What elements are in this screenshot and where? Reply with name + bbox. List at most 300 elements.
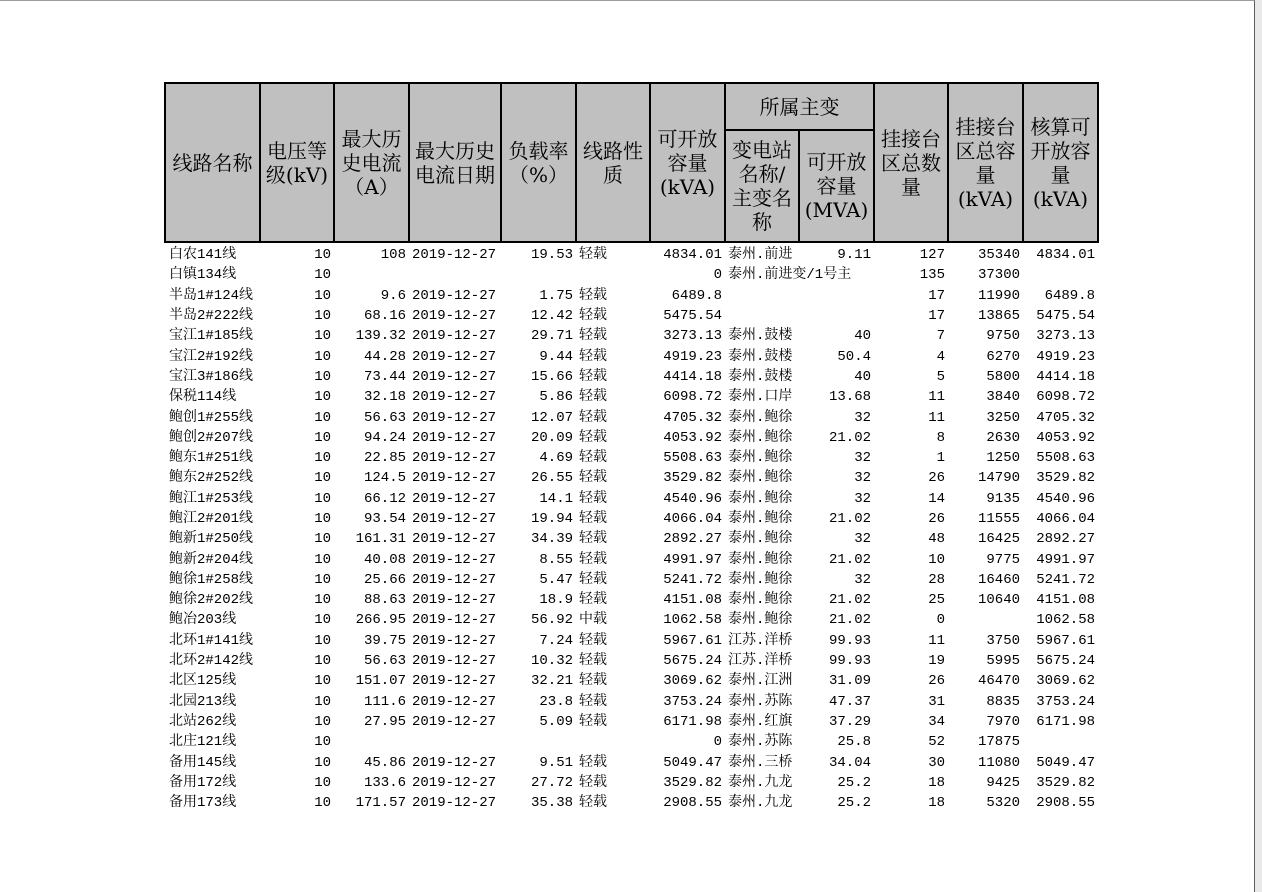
table-row [165,752,1098,772]
header-line-type: 线路性 质 [576,83,650,242]
cell-max-current: 25.66 [363,571,406,588]
cell-max-current: 111.6 [363,693,406,710]
cell-open-capacity-kva: 2892.27 [663,531,722,548]
cell-max-current-date: 2019-12-27 [412,653,497,670]
cell-station-area-count: 1 [936,450,945,467]
cell-checked-open-capacity-kva: 2908.55 [1036,795,1095,812]
cell-station-area-capacity-kva: 13865 [977,308,1020,325]
cell-station-area-count: 19 [928,653,945,670]
cell-open-capacity-kva: 5508.63 [663,450,722,467]
cell-substation-transformer [725,306,799,326]
cell-max-current-date: 2019-12-27 [412,632,497,649]
cell-station-area-capacity-kva: 8835 [986,693,1020,710]
cell-line-type: 轻载 [579,754,607,771]
header-checked-open-capacity: 核算可 开放容 量 (kVA) [1023,83,1098,242]
cell-open-capacity-kva: 2908.55 [663,795,722,812]
cell-load-rate: 26.55 [530,470,573,487]
table-row [165,793,1098,813]
cell-line-name: 宝江1#185线 [169,328,254,345]
cell-station-area-capacity-kva: 5800 [986,368,1020,385]
cell-checked-open-capacity-kva: 3529.82 [1036,470,1095,487]
cell-max-current-date: 2019-12-27 [412,612,497,629]
cell-voltage-level: 10 [314,368,331,385]
cell-load-rate: 35.38 [530,795,573,812]
cell-line-type: 轻载 [579,673,607,690]
cell-voltage-level: 10 [314,450,331,467]
cell-line-name: 备用173线 [169,795,237,812]
cell-max-current-date: 2019-12-27 [412,247,497,264]
cell-transformer-open-capacity-mva: 25.2 [837,774,871,791]
cell-voltage-level: 10 [314,308,331,325]
cell-load-rate: 29.71 [530,328,573,345]
cell-voltage-level: 10 [314,795,331,812]
cell-station-area-capacity-kva: 11080 [977,754,1020,771]
cell-max-current-date: 2019-12-27 [412,450,497,467]
cell-line-type: 轻载 [579,348,607,365]
cell-load-rate: 34.39 [530,531,573,548]
cell-max-current-date: 2019-12-27 [412,368,497,385]
cell-station-area-capacity-kva: 11555 [977,511,1020,527]
cell-checked-open-capacity-kva: 4705.32 [1036,409,1095,426]
cell-station-area-capacity-kva: 7970 [986,713,1020,730]
cell-voltage-level: 10 [314,713,331,730]
cell-station-area-count: 26 [928,470,945,487]
cell-open-capacity-kva: 5475.54 [663,308,722,325]
cell-transformer-open-capacity-mva: 32 [854,490,871,507]
cell-max-current-date: 2019-12-27 [412,592,497,609]
cell-voltage-level: 10 [314,693,331,710]
cell-checked-open-capacity-kva: 5049.47 [1036,754,1095,771]
cell-load-rate: 10.32 [530,653,573,670]
cell-transformer-open-capacity-mva: 31.09 [828,673,871,690]
cell-max-current-date: 2019-12-27 [412,673,497,690]
cell-voltage-level: 10 [314,571,331,588]
cell-substation-transformer [725,286,799,306]
cell-line-type: 轻载 [579,308,607,325]
cell-max-current: 266.95 [355,612,406,629]
cell-open-capacity-kva: 6489.8 [671,287,722,304]
cell-voltage-level: 10 [314,348,331,365]
cell-line-type: 轻载 [579,693,607,710]
cell-max-current: 45.86 [363,754,406,771]
cell-max-current: 39.75 [363,632,406,649]
table-row [165,712,1098,732]
cell-substation-transformer: 泰州.鼓楼 [728,328,793,345]
cell-open-capacity-kva: 4053.92 [663,429,722,446]
cell-station-area-capacity-kva: 11990 [977,287,1020,304]
cell-max-current: 66.12 [363,490,406,507]
cell-station-area-capacity-kva: 5995 [986,653,1020,670]
cell-max-current-date: 2019-12-27 [412,774,497,791]
cell-line-type: 轻载 [579,571,607,588]
cell-station-area-count: 26 [928,673,945,690]
cell-open-capacity-kva: 4540.96 [663,490,722,507]
cell-station-area-count: 28 [928,571,945,588]
cell-max-current-date [409,265,501,285]
cell-line-name: 北区125线 [169,673,237,690]
cell-max-current-date: 2019-12-27 [412,571,497,588]
cell-line-name: 鲍东1#251线 [169,450,254,467]
cell-substation-transformer: 泰州.江洲 [728,673,793,690]
header-max-current: 最大历 史电流 （A） [334,83,409,242]
cell-max-current-date: 2019-12-27 [412,511,497,527]
cell-open-capacity-kva: 3529.82 [663,774,722,791]
cell-open-capacity-kva: 4705.32 [663,409,722,426]
table-row [165,286,1098,306]
cell-line-type: 轻载 [579,409,607,426]
header-open-capacity-kva: 可开放 容量 (kVA) [650,83,725,242]
cell-line-name: 鲍创1#255线 [169,409,254,426]
cell-station-area-capacity-kva: 3840 [986,389,1020,406]
cell-checked-open-capacity-kva: 4991.97 [1036,551,1095,568]
cell-substation-transformer: 泰州.苏陈 [728,693,793,710]
cell-load-rate: 12.42 [530,308,573,325]
cell-transformer-open-capacity-mva: 21.02 [828,551,871,568]
header-load-rate: 负载率 （%） [501,83,576,242]
cell-checked-open-capacity-kva: 1062.58 [1036,612,1095,629]
header-station-area-capacity: 挂接台 区总容 量 (kVA) [948,83,1023,242]
cell-line-type [576,732,650,752]
cell-line-type: 轻载 [579,551,607,568]
cell-substation-transformer: 泰州.鲍徐 [728,551,793,568]
cell-max-current-date: 2019-12-27 [412,348,497,365]
cell-transformer-open-capacity-mva: 25.8 [837,734,871,751]
cell-open-capacity-kva: 4151.08 [663,592,722,609]
cell-station-area-count: 30 [928,754,945,771]
cell-line-type: 轻载 [579,511,607,527]
cell-voltage-level: 10 [314,247,331,264]
cell-line-name: 鲍新1#250线 [169,531,254,548]
cell-max-current: 94.24 [363,429,406,446]
cell-checked-open-capacity-kva: 5475.54 [1036,308,1095,325]
cell-load-rate: 19.94 [530,511,573,527]
cell-station-area-capacity-kva: 14790 [977,470,1020,487]
cell-line-name: 鲍新2#204线 [169,551,254,568]
cell-voltage-level: 10 [314,511,331,527]
cell-max-current: 171.57 [355,795,406,812]
table-row [165,306,1098,326]
cell-station-area-count: 31 [928,693,945,710]
cell-transformer-open-capacity-mva: 32 [854,571,871,588]
cell-line-name: 备用172线 [169,774,237,791]
cell-station-area-count: 11 [928,389,945,406]
cell-max-current: 22.85 [363,450,406,467]
cell-substation-transformer: 泰州.鲍徐 [728,490,793,507]
cell-max-current: 151.07 [355,673,406,690]
cell-line-name: 鲍创2#207线 [169,429,254,446]
cell-line-type: 轻载 [579,592,607,609]
cell-line-name: 北园213线 [169,693,237,710]
cell-station-area-count: 8 [936,429,945,446]
cell-open-capacity-kva: 1062.58 [663,612,722,629]
cell-line-name: 北环1#141线 [169,632,254,649]
cell-substation-transformer: 泰州.口岸 [728,389,793,406]
cell-substation-transformer: 泰州.三桥 [728,754,793,771]
cell-checked-open-capacity-kva: 4053.92 [1036,429,1095,446]
cell-station-area-count: 4 [936,348,945,365]
cell-max-current: 88.63 [363,592,406,609]
table-row [165,428,1098,448]
cell-max-current-date: 2019-12-27 [412,328,497,345]
table-row [165,549,1098,569]
cell-checked-open-capacity-kva: 3273.13 [1036,328,1095,345]
cell-line-type: 中载 [579,612,607,629]
header-substation-transformer: 变电站 名称/ 主变名 称 [725,130,799,242]
cell-checked-open-capacity-kva: 6171.98 [1036,713,1095,730]
cell-station-area-count: 25 [928,592,945,609]
cell-max-current: 124.5 [363,470,406,487]
cell-load-rate: 14.1 [539,490,573,507]
table-row [165,732,1098,752]
table-row [165,367,1098,387]
cell-max-current: 73.44 [363,368,406,385]
cell-open-capacity-kva: 3529.82 [663,470,722,487]
table-row [165,346,1098,366]
header-row-top [165,83,1098,130]
cell-checked-open-capacity-kva: 2892.27 [1036,531,1095,548]
cell-open-capacity-kva: 5675.24 [663,653,722,670]
cell-max-current-date: 2019-12-27 [412,470,497,487]
cell-max-current: 27.95 [363,713,406,730]
cell-line-type: 轻载 [579,247,607,264]
cell-station-area-capacity-kva: 35340 [977,247,1020,264]
cell-load-rate: 1.75 [539,287,573,304]
cell-max-current-date: 2019-12-27 [412,531,497,548]
cell-station-area-count: 17 [928,287,945,304]
cell-voltage-level: 10 [314,267,331,284]
cell-station-area-capacity-kva: 16425 [977,531,1020,548]
cell-transformer-open-capacity-mva: 25.2 [837,795,871,812]
cell-load-rate: 18.9 [539,592,573,609]
cell-line-name: 鲍徐1#258线 [169,571,254,588]
cell-checked-open-capacity-kva: 4834.01 [1036,247,1095,264]
table-row [165,692,1098,712]
cell-substation-transformer: 江苏.洋桥 [728,653,793,670]
cell-line-name: 保税114线 [169,389,237,406]
cell-max-current-date: 2019-12-27 [412,795,497,812]
cell-max-current: 133.6 [363,774,406,791]
cell-transformer-open-capacity-mva: 34.04 [828,754,871,771]
cell-voltage-level: 10 [314,470,331,487]
cell-max-current-date: 2019-12-27 [412,287,497,304]
cell-max-current-date: 2019-12-27 [412,389,497,406]
table-row [165,529,1098,549]
cell-line-name: 宝江2#192线 [169,348,254,365]
cell-max-current [334,732,409,752]
cell-transformer-open-capacity-mva: 21.02 [828,592,871,609]
cell-line-name: 北庄121线 [169,734,237,751]
cell-max-current-date: 2019-12-27 [412,308,497,325]
cell-station-area-count: 11 [928,632,945,649]
cell-line-name: 宝江3#186线 [169,368,254,385]
cell-line-type: 轻载 [579,368,607,385]
cell-line-type: 轻载 [579,531,607,548]
header-transformer-open-capacity-mva: 可开放 容量 (MVA) [799,130,874,242]
cell-voltage-level: 10 [314,592,331,609]
table-row [165,610,1098,630]
cell-transformer-open-capacity-mva: 40 [854,328,871,345]
cell-station-area-capacity-kva: 9750 [986,328,1020,345]
cell-station-area-capacity-kva: 9135 [986,490,1020,507]
cell-voltage-level: 10 [314,774,331,791]
cell-checked-open-capacity-kva: 5241.72 [1036,571,1095,588]
cell-max-current-date: 2019-12-27 [412,754,497,771]
cell-max-current: 56.63 [363,653,406,670]
cell-load-rate: 8.55 [539,551,573,568]
header-station-area-count: 挂接台 区总数 量 [874,83,948,242]
cell-line-name: 备用145线 [169,754,237,771]
cell-substation-transformer: 泰州.鲍徐 [728,592,793,609]
table-row [165,489,1098,509]
cell-open-capacity-kva: 4414.18 [663,368,722,385]
cell-transformer-open-capacity-mva [799,306,874,326]
cell-max-current: 56.63 [363,409,406,426]
cell-open-capacity-kva: 6171.98 [663,713,722,730]
cell-line-type: 轻载 [579,795,607,812]
cell-max-current-date: 2019-12-27 [412,490,497,507]
cell-station-area-capacity-kva: 1250 [986,450,1020,467]
cell-voltage-level: 10 [314,551,331,568]
cell-max-current-date [409,732,501,752]
cell-load-rate: 56.92 [530,612,573,629]
cell-max-current-date: 2019-12-27 [412,713,497,730]
cell-line-name: 半岛2#222线 [169,308,254,325]
cell-line-name: 鲍东2#252线 [169,470,254,487]
cell-line-type: 轻载 [579,389,607,406]
cell-line-type: 轻载 [579,713,607,730]
cell-station-area-capacity-kva [948,610,1023,630]
table-row [165,326,1098,346]
cell-open-capacity-kva: 4991.97 [663,551,722,568]
cell-voltage-level: 10 [314,754,331,771]
cell-voltage-level: 10 [314,632,331,649]
cell-line-name: 半岛1#124线 [169,287,254,304]
cell-open-capacity-kva: 5049.47 [663,754,722,771]
cell-max-current: 9.6 [380,287,406,304]
cell-line-name: 北环2#142线 [169,653,254,670]
cell-station-area-count: 18 [928,774,945,791]
cell-station-area-capacity-kva: 10640 [977,592,1020,609]
cell-transformer-open-capacity-mva: 9.11 [837,247,871,264]
cell-line-type: 轻载 [579,328,607,345]
cell-station-area-capacity-kva: 2630 [986,429,1020,446]
cell-load-rate: 15.66 [530,368,573,385]
cell-transformer-open-capacity-mva: 32 [854,470,871,487]
cell-substation-transformer: 泰州.鲍徐 [728,429,793,446]
cell-checked-open-capacity-kva: 3753.24 [1036,693,1095,710]
table-row [165,631,1098,651]
cell-max-current: 32.18 [363,389,406,406]
cell-transformer-open-capacity-mva: 47.37 [828,693,871,710]
cell-voltage-level: 10 [314,531,331,548]
cell-transformer-open-capacity-mva: 32 [854,531,871,548]
cell-load-rate: 9.44 [539,348,573,365]
cell-station-area-capacity-kva: 46470 [977,673,1020,690]
cell-open-capacity-kva: 0 [713,267,722,284]
cell-load-rate [501,732,576,752]
cell-load-rate: 23.8 [539,693,573,710]
cell-max-current: 68.16 [363,308,406,325]
cell-checked-open-capacity-kva: 5508.63 [1036,450,1095,467]
table-row [165,265,1098,285]
cell-station-area-count: 127 [919,247,945,264]
cell-checked-open-capacity-kva: 6098.72 [1036,389,1095,406]
cell-checked-open-capacity-kva: 6489.8 [1044,287,1095,304]
cell-transformer-open-capacity-mva: 99.93 [828,632,871,649]
cell-transformer-open-capacity-mva: 37.29 [828,713,871,730]
cell-max-current: 139.32 [355,328,406,345]
table-row [165,387,1098,407]
cell-substation-transformer: 泰州.鲍徐 [728,450,793,467]
cell-load-rate [501,265,576,285]
cell-substation-transformer: 泰州.苏陈 [728,734,793,751]
cell-open-capacity-kva: 6098.72 [663,389,722,406]
header-max-current-date: 最大历史 电流日期 [409,83,501,242]
cell-checked-open-capacity-kva [1023,265,1098,285]
cell-max-current-date: 2019-12-27 [412,409,497,426]
table-header [165,83,1098,242]
line-capacity-table [164,82,1099,813]
table-body [165,242,1098,813]
cell-substation-transformer: 泰州.鲍徐 [728,571,793,588]
cell-max-current-date: 2019-12-27 [412,429,497,446]
cell-voltage-level: 10 [314,287,331,304]
cell-substation-transformer: 泰州.鼓楼 [728,348,793,365]
cell-station-area-count: 14 [928,490,945,507]
cell-station-area-capacity-kva: 6270 [986,348,1020,365]
cell-load-rate: 32.21 [530,673,573,690]
cell-load-rate: 5.09 [539,713,573,730]
cell-line-name: 鲍徐2#202线 [169,592,254,609]
cell-substation-transformer: 泰州.九龙 [728,774,793,791]
cell-checked-open-capacity-kva: 4540.96 [1036,490,1095,507]
cell-checked-open-capacity-kva [1023,732,1098,752]
cell-open-capacity-kva: 4919.23 [663,348,722,365]
cell-checked-open-capacity-kva: 3529.82 [1036,774,1095,791]
cell-open-capacity-kva: 0 [713,734,722,751]
cell-transformer-open-capacity-mva: 32 [854,450,871,467]
cell-substation-transformer: 泰州.前进 [728,247,793,264]
header-group-main-transformer: 所属主变 [725,83,874,130]
cell-station-area-count: 10 [928,551,945,568]
cell-load-rate: 9.51 [539,754,573,771]
cell-transformer-open-capacity-mva: 21.02 [828,429,871,446]
cell-line-type: 轻载 [579,774,607,791]
cell-voltage-level: 10 [314,734,331,751]
cell-checked-open-capacity-kva: 4414.18 [1036,368,1095,385]
cell-line-type: 轻载 [579,470,607,487]
cell-station-area-capacity-kva: 37300 [977,267,1020,284]
cell-station-area-capacity-kva: 3750 [986,632,1020,649]
cell-station-area-capacity-kva: 9775 [986,551,1020,568]
table-row [165,570,1098,590]
cell-line-name: 鲍冶203线 [169,612,237,629]
cell-transformer-open-capacity-mva: 32 [854,409,871,426]
cell-voltage-level: 10 [314,673,331,690]
cell-max-current: 44.28 [363,348,406,365]
cell-max-current: 40.08 [363,551,406,568]
cell-station-area-count: 11 [928,409,945,426]
cell-max-current-date: 2019-12-27 [412,551,497,568]
cell-load-rate: 7.24 [539,632,573,649]
cell-load-rate: 19.53 [530,247,573,264]
table-row [165,468,1098,488]
cell-substation-transformer: 泰州.红旗 [728,713,793,730]
header-line-name: 线路名称 [165,83,260,242]
cell-max-current: 108 [380,247,406,264]
cell-line-type: 轻载 [579,429,607,446]
cell-open-capacity-kva: 3753.24 [663,693,722,710]
